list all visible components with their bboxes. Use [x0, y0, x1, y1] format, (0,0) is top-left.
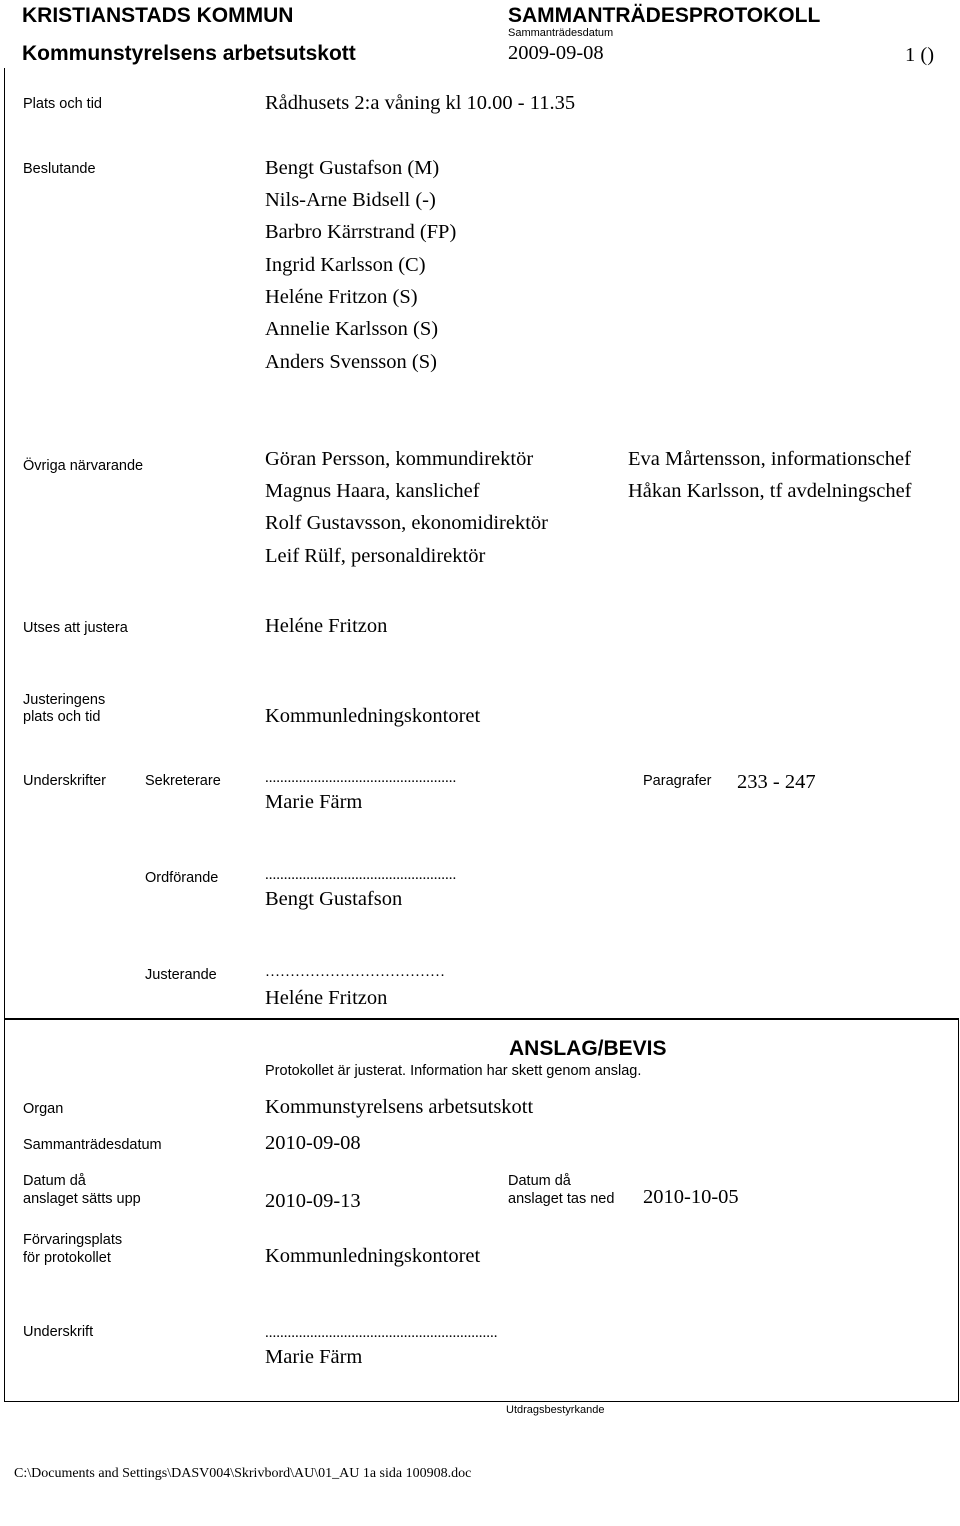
- paragraphs-label: Paragrafer: [643, 773, 712, 789]
- removed-label-1: Datum då: [508, 1173, 571, 1189]
- signatures-label: Underskrifter: [23, 773, 106, 789]
- doc-type: SAMMANTRÄDESPROTOKOLL: [508, 4, 821, 27]
- bottom-border: [4, 1401, 959, 1402]
- others-label: Övriga närvarande: [23, 458, 144, 474]
- adjust-place-value: Kommunledningskontoret: [265, 705, 481, 727]
- file-path: C:\Documents and Settings\DASV004\Skrivbord\AU\01_AU 1a sida 100908.doc: [14, 1466, 472, 1481]
- meeting-date: 2009-09-08: [508, 42, 604, 64]
- decider: Annelie Karlsson (S): [265, 318, 439, 340]
- adjust-value: Heléne Fritzon: [265, 615, 388, 637]
- chair-signature-line: ...................................................: [265, 867, 457, 883]
- adjust-label: Utses att justera: [23, 620, 128, 636]
- right-border-bottom: [958, 1020, 959, 1402]
- body-name: Kommunstyrelsens arbetsutskott: [22, 42, 356, 65]
- signature-name: Marie Färm: [265, 1346, 363, 1368]
- decider: Bengt Gustafson (M): [265, 157, 440, 179]
- other-present: Eva Mårtensson, informationschef: [628, 448, 911, 470]
- posted-label-1: Datum då: [23, 1173, 86, 1189]
- adjuster-label: Justerande: [145, 967, 217, 983]
- other-present: Göran Persson, kommundirektör: [265, 448, 534, 470]
- notice-title: ANSLAG/BEVIS: [509, 1037, 667, 1060]
- decider: Ingrid Karlsson (C): [265, 254, 426, 276]
- other-present: Håkan Karlsson, tf avdelningschef: [628, 480, 912, 502]
- date-caption: Sammanträdesdatum: [508, 27, 614, 39]
- decider: Heléne Fritzon (S): [265, 286, 418, 308]
- divider-line: [4, 1018, 959, 1020]
- org-name: KRISTIANSTADS KOMMUN: [22, 4, 294, 27]
- decider: Barbro Kärrstrand (FP): [265, 221, 457, 243]
- secretary-label: Sekreterare: [145, 773, 221, 789]
- other-present: Rolf Gustavsson, ekonomidirektör: [265, 512, 548, 534]
- signature-label: Underskrift: [23, 1324, 94, 1340]
- adjuster-name: Heléne Fritzon: [265, 987, 388, 1009]
- organ-value: Kommunstyrelsens arbetsutskott: [265, 1096, 534, 1118]
- removed-label-2: anslaget tas ned: [508, 1191, 615, 1207]
- secretary-signature-line: ...................................................: [265, 770, 457, 786]
- removed-value: 2010-10-05: [643, 1186, 739, 1208]
- notice-date-value: 2010-09-08: [265, 1132, 361, 1154]
- left-border-bottom: [4, 1020, 5, 1402]
- deciders-label: Beslutande: [23, 161, 96, 177]
- adjust-place-label-1: Justeringens: [23, 692, 106, 708]
- posted-value: 2010-09-13: [265, 1190, 361, 1212]
- secretary-name: Marie Färm: [265, 791, 363, 813]
- adjuster-signature-line: ………………………………: [265, 964, 445, 980]
- decider: Nils-Arne Bidsell (-): [265, 189, 436, 211]
- place-value: Rådhusets 2:a våning kl 10.00 - 11.35: [265, 92, 576, 114]
- extract-label: Utdragsbestyrkande: [506, 1404, 605, 1416]
- storage-label-1: Förvaringsplats: [23, 1232, 123, 1248]
- organ-label: Organ: [23, 1101, 64, 1117]
- chair-name: Bengt Gustafson: [265, 888, 403, 910]
- adjust-place-label-2: plats och tid: [23, 709, 101, 725]
- paragraphs-value: 233 - 247: [737, 771, 816, 793]
- notice-subtitle: Protokollet är justerat. Information har skett genom anslag.: [265, 1063, 642, 1079]
- posted-label-2: anslaget sätts upp: [23, 1191, 141, 1207]
- place-label: Plats och tid: [23, 96, 102, 112]
- storage-label-2: för protokollet: [23, 1250, 111, 1266]
- decider: Anders Svensson (S): [265, 351, 437, 373]
- signature-line: ..............................................................: [265, 1325, 498, 1341]
- chair-label: Ordförande: [145, 870, 219, 886]
- notice-date-label: Sammanträdesdatum: [23, 1137, 162, 1153]
- left-border-top: [4, 68, 5, 1018]
- page-number: 1 (): [905, 44, 935, 66]
- other-present: Magnus Haara, kanslichef: [265, 480, 480, 502]
- other-present: Leif Rülf, personaldirektör: [265, 545, 486, 567]
- storage-value: Kommunledningskontoret: [265, 1245, 481, 1267]
